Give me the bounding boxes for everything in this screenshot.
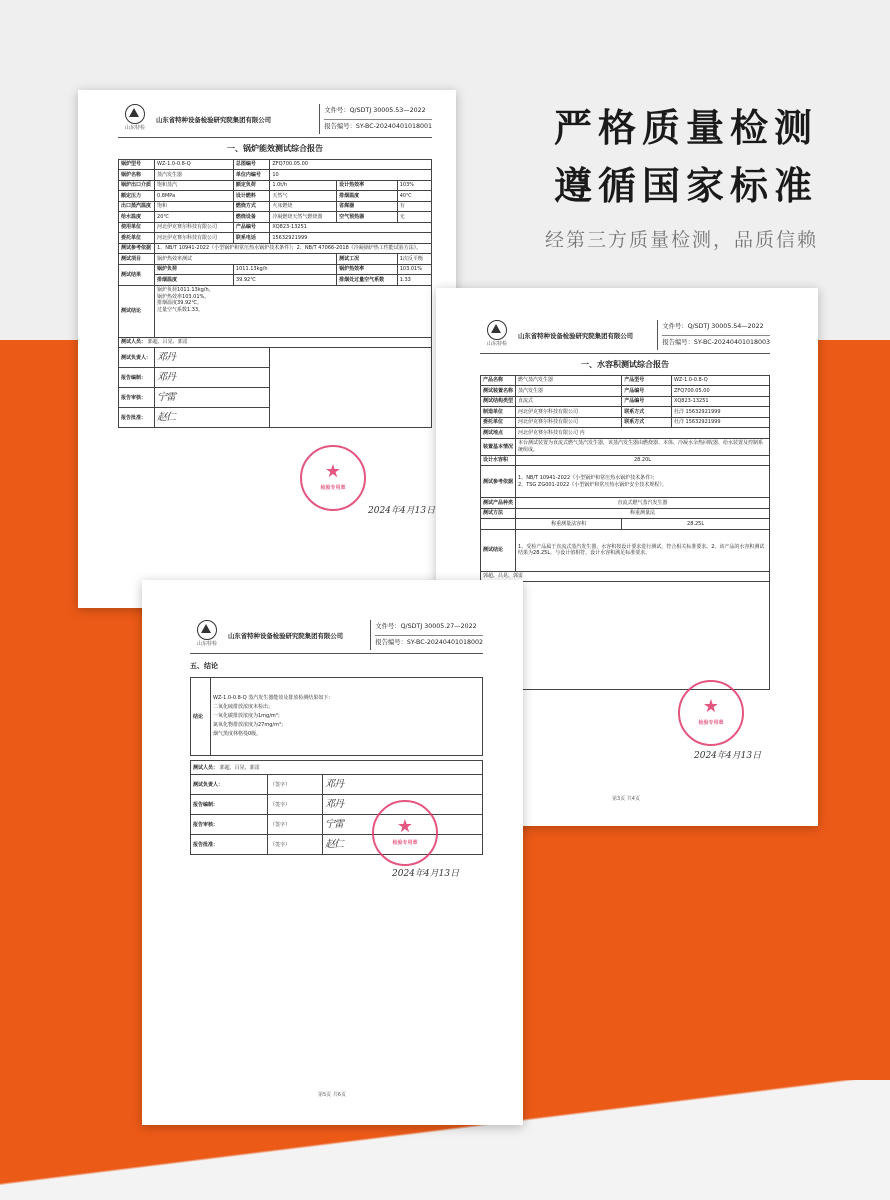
handwritten-date: 2024年4月13日: [392, 869, 460, 879]
ref-line: 2、TSG ZG001-2022《小型锅炉和常压热水锅炉安全技术规程》。: [518, 481, 667, 488]
stamp-text: 检验专用章: [392, 840, 418, 846]
handwritten-date: 2024年4月13日: [694, 751, 762, 761]
stamp-cell: [270, 348, 432, 428]
sign-label: 报告批准：: [191, 835, 268, 855]
people: 郭超、吕晃、郭雷: [219, 764, 260, 771]
field-label: 产品名称: [481, 375, 516, 386]
result-key: 排烟处过量空气系数: [337, 275, 398, 286]
sign-label: 报告审核：: [191, 815, 268, 835]
inspection-stamp: ★ 检验专用章: [372, 800, 438, 866]
field-value: 饱和蒸汽: [155, 180, 234, 191]
place-label: 测试地点: [481, 428, 516, 439]
stamp-text: 检验专用章: [320, 485, 346, 491]
doc-header: [480, 320, 770, 354]
sign-note: （签字）: [267, 795, 322, 815]
table-row: [481, 407, 770, 418]
result-val: 39.92℃: [233, 275, 336, 286]
field-label: 测试结构类型: [481, 396, 516, 407]
field-value: 蒸汽发生器: [516, 386, 622, 397]
file-info: [319, 104, 432, 134]
sign-label: 测试负责人：: [191, 775, 268, 795]
field-label: 联系方式: [622, 417, 672, 428]
place: 河北伊克赛尔科技有限公司 内: [516, 428, 770, 439]
conclusion-line: 锅炉负荷1011.13kg/h。: [157, 287, 214, 294]
conclusion-line: 排烟温度39.92℃。: [157, 300, 202, 307]
field-value: 饱和: [155, 201, 234, 212]
field-value: 杜洋 15632921999: [671, 417, 769, 428]
doc-header: [190, 620, 483, 654]
slogan-line3: 经第三方质量检测，品质信赖: [544, 229, 818, 251]
logo-icon: [125, 104, 145, 124]
field-value: 天然气: [270, 191, 337, 202]
file-info: [657, 320, 770, 350]
sign-note: （签字）: [267, 815, 322, 835]
ref-label: 测试参考依据: [119, 243, 155, 254]
field-value: 燃气蒸汽发生器: [516, 375, 622, 386]
sign-label: 报告编制：: [119, 368, 155, 388]
result-val: 1.33: [397, 275, 431, 286]
file-no: 文件号：Q/SDTJ 30005.54—2022: [662, 320, 770, 336]
field-value: 10: [270, 170, 432, 181]
sign-note: （签字）: [267, 775, 322, 795]
signature: 邓丹: [323, 775, 483, 795]
field-value: 蒸汽发生器: [155, 170, 234, 181]
conclusion-line: 烟气黑度林格曼0级。: [213, 731, 262, 738]
signature: 宁雷: [323, 815, 483, 835]
handwritten-date: 2024年4月13日: [368, 506, 436, 516]
logo-icon: [487, 320, 507, 340]
mvol-label: 称重测量法容积: [516, 519, 622, 530]
conclusion-line: 氮氧化物排放浓度为27mg/m³；: [213, 722, 286, 729]
field-label: 给水温度: [119, 212, 155, 223]
report-no: 报告编号：SY-BC-20240401018003: [662, 338, 770, 346]
table-row: [119, 201, 432, 212]
field-label: 出口蒸汽温度: [119, 201, 155, 212]
conclusion-line: WZ-1.0-0.8-Q 蒸汽发生器能效及排放检测结果如下：: [213, 695, 334, 702]
table-row: [119, 180, 432, 191]
slogan-line2: 遵循国家标准: [553, 164, 818, 208]
field-value: 冷凝燃烧天然气燃烧器: [270, 212, 337, 223]
conc-label: 测试结论: [481, 529, 516, 571]
empty-cell: [481, 519, 516, 530]
report-no: 报告编号：SY-BC-20240401018002: [375, 638, 483, 646]
method: 称重测量法: [516, 508, 770, 519]
conclusion-table: [190, 677, 483, 756]
desc-label: 装置基本情况: [481, 438, 516, 455]
field-label: 排烟温度: [337, 191, 398, 202]
field-value: XQ823-13251: [270, 222, 432, 233]
result-key: 锅炉热效率: [337, 264, 398, 275]
field-value: 杜洋 15632921999: [671, 407, 769, 418]
field-label: 空气预热器: [337, 212, 398, 223]
table-row: [481, 396, 770, 407]
doc-header: [118, 104, 432, 138]
conclusion: [155, 285, 432, 337]
signature: 赵仁: [155, 408, 270, 428]
conc: 1、受检产品属于直流式蒸汽发生器，水容积按设计要求进行测试，符合相关标准要求。2、该产品的水容积测试结果为28.25L，与设计值相符，设计水容积满足标准要求。: [516, 529, 770, 571]
table-row: [481, 417, 770, 428]
people-label: 测试人员：: [193, 764, 219, 771]
people: 郭超、吕晃、郭雷: [147, 339, 188, 346]
conclusion: [211, 678, 483, 756]
desc: 本台测试装置为直流式燃气蒸汽发生器，该蒸汽发生器由燃烧器、本体、冷凝水余热回收器、给水装置及控制系统组成。: [516, 438, 770, 455]
method-label: 测试方法: [481, 508, 516, 519]
field-value: 直流式: [516, 396, 622, 407]
sign-note: （签字）: [267, 835, 322, 855]
conclusion-line: 过量空气系数1.33。: [157, 306, 204, 313]
field-label: 额定压力: [119, 191, 155, 202]
org-name: 山东省特种设备检验研究院集团有限公司: [518, 332, 634, 340]
field-label: 燃烧设备: [233, 212, 269, 223]
vol: 28.20L: [516, 455, 770, 466]
signature: 邓丹: [155, 348, 270, 368]
conclusion-line: 二氧化硫排放浓度未检出；: [213, 704, 274, 711]
field-value: 103%: [397, 180, 431, 191]
table-row: [119, 159, 432, 170]
conclusion-label: 测试结论: [119, 285, 155, 337]
field-label: 设计燃料: [233, 191, 269, 202]
field-value: 火床燃烧: [270, 201, 337, 212]
table-row: [119, 233, 432, 244]
logo-text: 山东特检: [486, 341, 507, 347]
table-row: [119, 222, 432, 233]
slogan-line1: 严格质量检测: [553, 106, 818, 150]
table-row: [119, 191, 432, 202]
people-label: 测试人员：: [121, 339, 147, 346]
method-v2: 1次反平衡: [397, 254, 431, 265]
field-value: ZFQ700.05.00: [270, 159, 432, 170]
sign-label: 测试负责人：: [119, 348, 155, 368]
result-label: 测试结果: [119, 264, 155, 285]
field-label: 制造单位: [481, 407, 516, 418]
file-no: 文件号：Q/SDTJ 30005.53—2022: [324, 104, 432, 120]
field-label: 委托单位: [119, 233, 155, 244]
field-value: ZFQ700.05.00: [671, 386, 769, 397]
field-label: 省煤器: [337, 201, 398, 212]
logo-icon: [197, 620, 217, 640]
field-value: 有: [397, 201, 431, 212]
result-key: 排烟温度: [155, 275, 234, 286]
field-value: 河北伊克赛尔科技有限公司: [516, 417, 622, 428]
conc-label: 结论: [191, 678, 211, 756]
doc-title: 一、水容积测试综合报告: [581, 360, 669, 369]
conclusion-line: 一氧化碳排放浓度为1mg/m³；: [213, 713, 283, 720]
field-value: 河北伊克赛尔科技有限公司: [155, 233, 234, 244]
field-label: 联系电话: [233, 233, 269, 244]
signature: 邓丹: [155, 368, 270, 388]
field-label: 产品编号: [622, 396, 672, 407]
people: 郭超、吕晃、郭雷: [481, 571, 770, 582]
field-label: 锅炉名称: [119, 170, 155, 181]
inspection-stamp: ★ 检验专用章: [300, 445, 366, 511]
org-name: 山东省特种设备检验研究院集团有限公司: [228, 632, 344, 640]
field-label: 委托单位: [481, 417, 516, 428]
inspection-stamp: ★ 检验专用章: [678, 680, 744, 746]
logo-text: 山东特检: [196, 641, 217, 647]
field-value: 无: [397, 212, 431, 223]
report-no: 报告编号：SY-BC-20240401018001: [324, 122, 432, 130]
prod-label: 测试产品种类: [481, 498, 516, 509]
field-label: 单位内编号: [233, 170, 269, 181]
ref-text: 1、NB/T 10941-2022《小型锅炉和常压热水锅炉技术条件》；2、NB/T 47066-2018《冷凝锅炉热工性能试验方法》。: [155, 243, 432, 254]
stamp-text: 检验专用章: [698, 720, 724, 726]
logo-text: 山东特检: [124, 125, 145, 131]
doc-title: 一、锅炉能效测试综合报告: [227, 144, 323, 153]
prod: 直流式燃气蒸汽发生器: [516, 498, 770, 509]
field-label: 测试装置名称: [481, 386, 516, 397]
field-value: 15632921999: [270, 233, 432, 244]
field-value: WZ-1.0-0.8-Q: [671, 375, 769, 386]
field-label: 锅炉出口介质: [119, 180, 155, 191]
sign-table: [190, 760, 483, 855]
table-row: [119, 170, 432, 181]
file-info: [370, 620, 483, 650]
method-label: 测试项目: [119, 254, 155, 265]
field-value: 河北伊克赛尔科技有限公司: [155, 222, 234, 233]
signature: 邓丹: [323, 795, 483, 815]
file-no: 文件号：Q/SDTJ 30005.27—2022: [375, 620, 483, 636]
section-title: 五、结论: [190, 662, 218, 670]
info-table: [118, 159, 432, 429]
result-val: 1011.13kg/h: [233, 264, 336, 275]
people-row: [119, 337, 432, 348]
sign-label: 报告审核：: [119, 388, 155, 408]
field-label: 使用单位: [119, 222, 155, 233]
slogan: [545, 105, 818, 252]
org-name: 山东省特种设备检验研究院集团有限公司: [156, 116, 272, 124]
field-value: 20℃: [155, 212, 234, 223]
field-label: 联系方式: [622, 407, 672, 418]
field-label: 产品型号: [622, 375, 672, 386]
field-value: 40℃: [397, 191, 431, 202]
result-val: 103.01%: [397, 264, 431, 275]
report-conclusion: [142, 580, 523, 1125]
field-value: 河北伊克赛尔科技有限公司: [516, 407, 622, 418]
logo: [480, 320, 514, 348]
field-label: 设计热效率: [337, 180, 398, 191]
ref-label: 测试参考依据: [481, 466, 516, 498]
method-k2: 测试工况: [337, 254, 398, 265]
field-value: 0.8MPa: [155, 191, 234, 202]
people-row: [191, 761, 483, 775]
field-label: 锅炉型号: [119, 159, 155, 170]
field-label: 总图编号: [233, 159, 269, 170]
mvol: 28.25L: [622, 519, 770, 530]
field-value: WZ-1.0-0.8-Q: [155, 159, 234, 170]
page-footer: 第3页 共4页: [612, 796, 640, 802]
table-row: [481, 386, 770, 397]
result-key: 锅炉负荷: [155, 264, 234, 275]
method: 锅炉热效率测试: [155, 254, 337, 265]
report-efficiency: [78, 90, 456, 608]
ref-text: [516, 466, 770, 498]
info-table: [480, 375, 770, 691]
sign-label: 报告编制：: [191, 795, 268, 815]
sign-label: 报告批准：: [119, 408, 155, 428]
field-label: 燃烧方式: [233, 201, 269, 212]
conclusion-line: 锅炉热效率103.01%。: [157, 293, 210, 300]
field-value: 1.0t/h: [270, 180, 337, 191]
logo: [118, 104, 152, 132]
field-label: 额定负荷: [233, 180, 269, 191]
field-label: 产品编号: [622, 386, 672, 397]
field-label: 产品编号: [233, 222, 269, 233]
table-row: [119, 212, 432, 223]
signature: 宁雷: [155, 388, 270, 408]
signature: 赵仁: [323, 835, 483, 855]
page-footer: 第5页 共6页: [318, 1092, 346, 1098]
table-row: [481, 375, 770, 386]
vol-label: 设计水容积: [481, 455, 516, 466]
logo: [190, 620, 224, 648]
ref-line: 1、NB/T 10941-2022《小型锅炉和常压热水锅炉技术条件》；: [518, 475, 658, 482]
sign-block: [481, 582, 770, 690]
field-value: XQ823-13251: [671, 396, 769, 407]
